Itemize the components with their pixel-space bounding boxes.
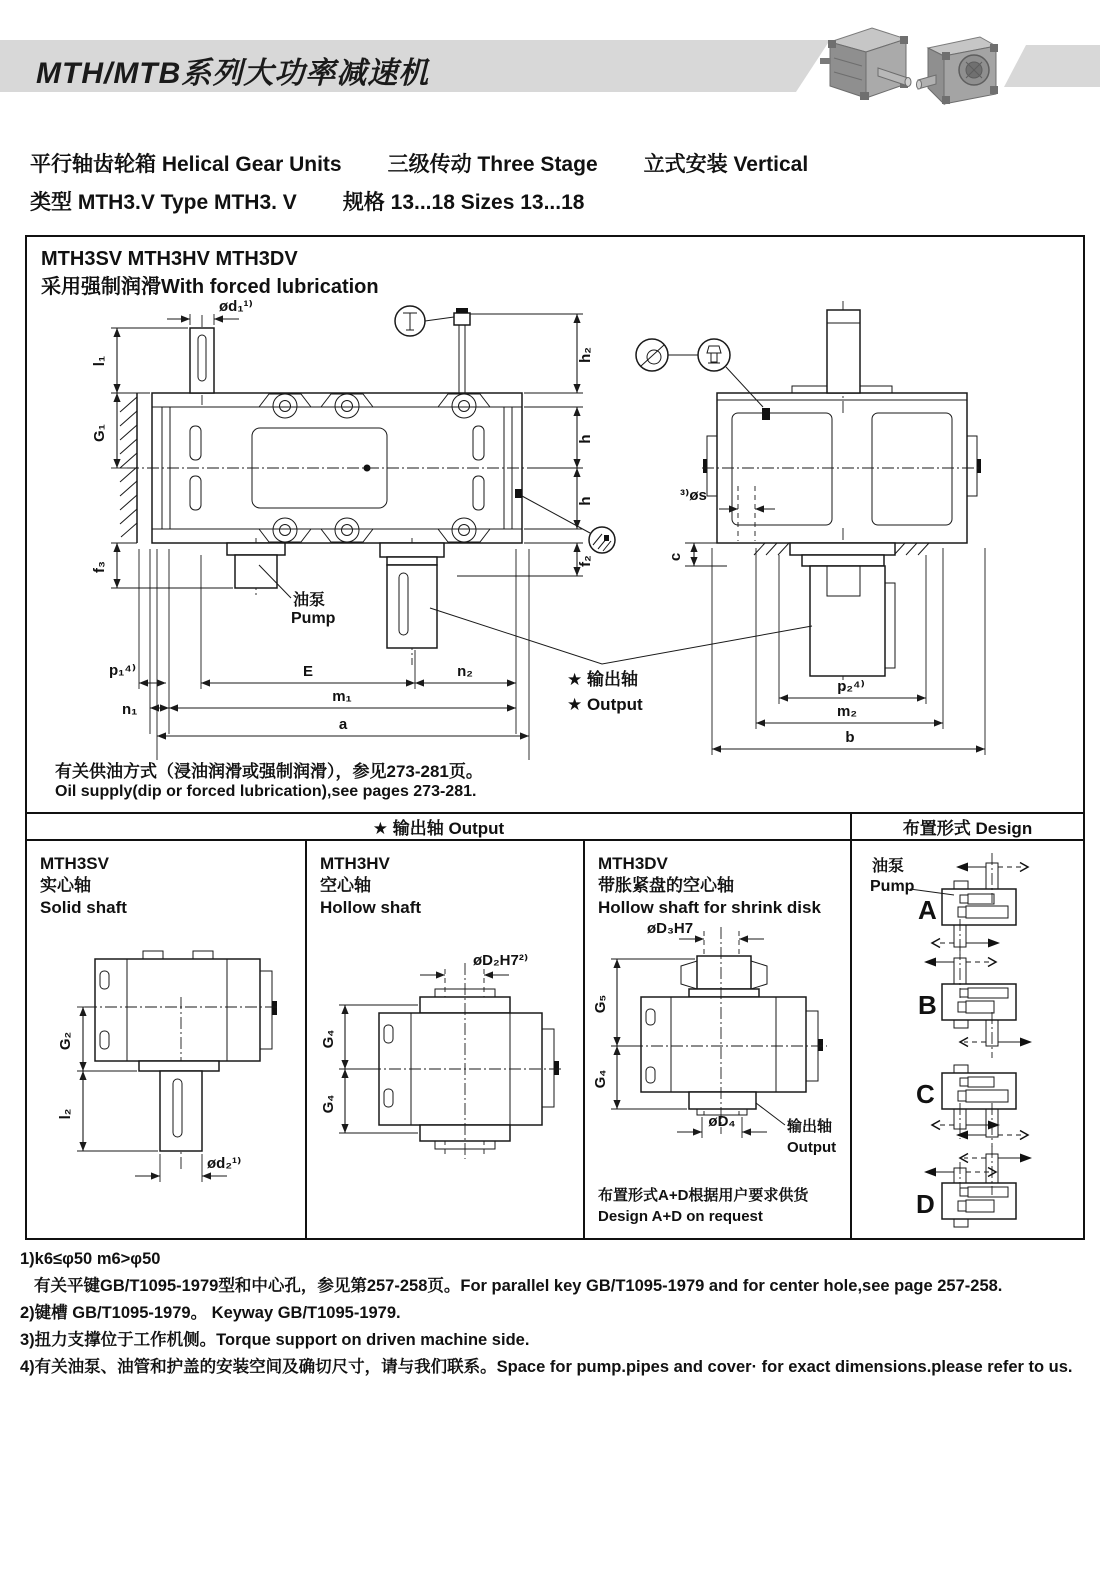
design-letter-a: A [918,895,937,925]
footnotes [20,1246,1088,1381]
pump-label-zh: 油泵 [293,592,326,609]
dim-p2: p₂⁴⁾ [837,678,865,695]
dim-D2: øD₂H7²⁾ [473,952,529,969]
design-variant-b [918,948,1032,1058]
design-variant-c [916,1065,1028,1147]
design-variant-d [916,1146,1032,1227]
main-panel [25,235,1085,1240]
cell-mth3dv-note [598,1185,808,1227]
panel-models: MTH3SV MTH3HV MTH3DV [41,248,298,270]
cell-mth3hv-title [320,853,421,919]
product-photo-left [816,18,914,112]
dim-h2: h₂ [577,347,594,363]
cell-mth3dv-title [598,853,821,919]
table-header [27,812,1083,841]
dim-l1: l₁ [91,355,108,367]
dim-G4-upper: G₄ [320,1029,337,1049]
design-pump-zh: 油泵 [872,858,905,875]
subtitle-line-2 [30,186,584,216]
breather-callout-icon [698,339,730,371]
cell-mth3hv-type-zh: 空心轴 [320,876,371,895]
subtitle-type: 类型 MTH3.V Type MTH3. V [30,191,297,214]
cell-mth3dv-type-en: Hollow shaft for shrink disk [598,898,821,917]
cell-mth3dv-note-zh: 布置形式A+D根据用户要求供货 [598,1187,809,1204]
table-header-design: 布置形式 Design [850,814,1083,839]
footnote-3: 3)扭力支撑位于工作机侧。Torque support on driven machine side. [20,1331,530,1349]
subtitle-vertical: 立式安装 Vertical [643,153,809,176]
design-letter-b: B [918,990,937,1020]
solid-shaft-drawing [27,949,305,1237]
dim-b: b [845,729,855,746]
footnote-2: 2)键槽 GB/T1095-1979。 Keyway GB/T1095-1979. [20,1304,401,1322]
oil-note-en: Oil supply(dip or forced lubrication),see pages 273-281. [55,783,477,800]
dim-p1: p₁⁴⁾ [109,662,137,679]
cell-mth3dv-output-en: Output [787,1139,837,1156]
side-view [636,301,985,755]
cell-mth3sv-model: MTH3SV [40,854,109,873]
dim-s: ³⁾øs [680,487,707,504]
dim-d2: ød₂¹⁾ [207,1155,242,1172]
dim-G4: G₄ [592,1069,609,1089]
dim-D4: øD₄ [708,1113,736,1130]
table-header-output: ★ 输出轴 Output [372,819,505,838]
cell-mth3sv [27,841,305,1238]
pump-label-en: Pump [291,610,336,627]
footnote-1: 1)k6≤φ50 m6>φ50 [20,1250,161,1268]
dim-a: a [338,716,348,733]
output-callout [430,608,812,714]
cell-mth3dv-note-en: Design A+D on request [598,1208,763,1225]
subtitle-sizes: 规格 13...18 Sizes 13...18 [342,191,585,214]
dim-f2: f₂ [577,555,594,567]
subtitle-line-1 [30,148,808,178]
technical-drawing [27,293,1083,763]
cell-mth3sv-type-zh: 实心轴 [40,876,91,895]
design-letter-c: C [916,1079,935,1109]
dim-n2: n₂ [457,663,473,680]
subtitle-three-stage: 三级传动 Three Stage [387,153,598,176]
hollow-shaft-drawing [307,949,583,1209]
design-letter-d: D [916,1189,935,1219]
output-star-zh: ★ 输出轴 [567,670,638,689]
dim-E: E [302,663,314,680]
dim-G4-lower: G₄ [320,1094,337,1114]
shrink-disk-drawing [585,919,850,1181]
dim-G2: G₂ [57,1031,74,1051]
dim-d1: ød₁¹⁾ [219,298,253,315]
dim-D3: øD₃H7 [647,920,694,937]
oil-note-zh: 有关供油方式（浸油润滑或强制润滑），参见273-281页。 [55,762,483,781]
cell-mth3hv [305,841,583,1238]
drain-plug-callout-icon [589,527,615,553]
subtitle-gear-units: 平行轴齿轮箱 Helical Gear Units [30,153,342,176]
dim-c: c [667,552,684,562]
cell-mth3sv-title [40,853,127,919]
cell-mth3sv-type-en: Solid shaft [40,898,127,917]
footnote-4: 4)有关油泵、油管和护盖的安装空间及确切尺寸，请与我们联系。Space for pump.pipes and cover· for exact dimensions.please refer to us. [20,1358,1073,1376]
dim-m1: m₁ [332,688,352,705]
output-star-en: ★ Output [567,695,643,714]
cell-design [850,841,1083,1238]
panel-lubrication: 采用强制润滑With forced lubrication [41,276,379,298]
front-view [91,298,615,760]
product-photo-right [916,22,1004,114]
dim-h-upper: h [577,434,594,444]
dim-G5: G₅ [592,994,609,1014]
dim-f3: f₃ [91,561,108,573]
cell-mth3dv [583,841,850,1238]
dim-l2: l₂ [57,1108,74,1120]
cell-mth3hv-type-en: Hollow shaft [320,898,422,917]
dim-n1: n₁ [122,701,138,718]
dim-h-lower: h [577,496,594,506]
cell-mth3dv-type-zh: 带胀紧盘的空心轴 [598,876,734,895]
cell-mth3hv-model: MTH3HV [320,854,390,873]
footnote-1-continued: 有关平键GB/T1095-1979型和中心孔，参见第257-258页。For parallel key GB/T1095-1979 and for center hole,see page 257-258. [34,1277,1003,1295]
dim-G1: G₁ [91,424,108,442]
table-body [27,841,1083,1238]
design-variant-a [918,853,1028,957]
dim-m2: m₂ [836,703,858,720]
header-band-right [1004,45,1100,87]
page-title: MTH/MTB系列大功率减速机 [36,57,430,90]
design-diagrams [852,845,1089,1241]
cell-mth3dv-output-zh: 输出轴 [787,1118,833,1135]
design-pump-en: Pump [870,878,915,895]
cell-mth3dv-model: MTH3DV [598,854,668,873]
sight-glass-callout-icon [636,339,668,371]
